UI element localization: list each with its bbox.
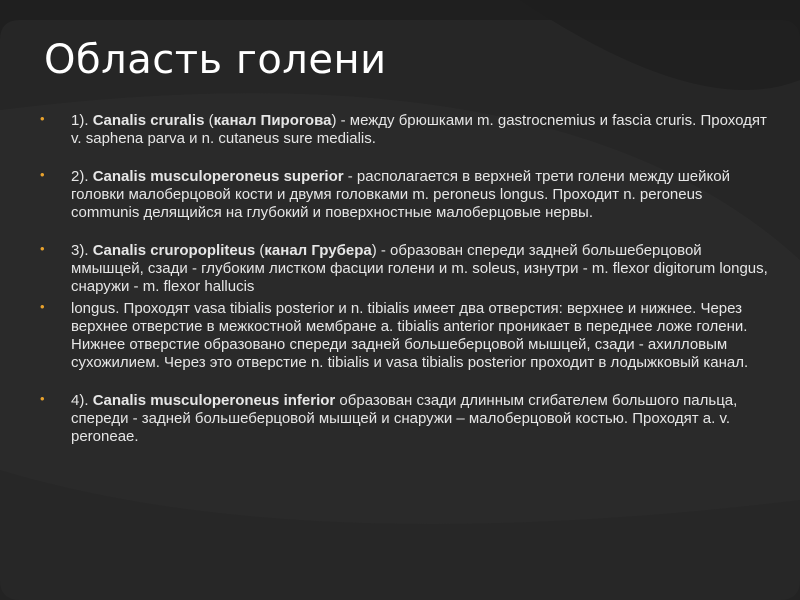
- bullet-body: ) - между брюшками m. gastrocnemius и fascia cruris. Проходят v. saphena parva и n. cutaneus sure medialis.: [71, 112, 767, 147]
- bullet-text: [71, 112, 767, 147]
- bullet-body: - располагается в верхней трети голени между шейкой головки малоберцовой кости и двумя головками m. peroneus longus. Проходит n. peroneus communis делящийся на глубокий и поверхностные малоберцовые нервы.: [71, 168, 730, 221]
- bullet-list: [40, 112, 768, 466]
- bullet-item-4: [40, 300, 768, 372]
- bullet-text: longus. Проходят vasa tibialis posterior и n. tibialis имеет два отверстия: верхнее и нижнее. Через верхнее отверстие в межкостной мембране a. tibialis anterior проникает в переднее ложе голени. Нижнее отверстие образовано спереди задней большеберцовой мышцей, сзади - ахилловым сухожилием. Через это отверстие n. tibialis и vasa tibialis posterior проходит в лодыжковый канал.: [71, 300, 749, 371]
- bullet-body: ) - образован спереди задней большеберцовой ммышцей, сзади - глубоким листком фасции голени и m. soleus, изнутри - m. flexor digitorum longus, снаружи - m. flexor hallucis: [71, 242, 768, 295]
- bullet-icon: •: [40, 241, 45, 256]
- bullet-term: Canalis cruralis: [92, 112, 205, 129]
- bullet-item-2: [40, 168, 768, 222]
- bullet-eponym: канал Грубера: [264, 242, 372, 259]
- bullet-icon: •: [40, 167, 45, 182]
- bullet-lead: 3).: [71, 242, 93, 259]
- bullet-item-1: [40, 112, 768, 148]
- bullet-text: [71, 392, 737, 445]
- bullet-text: [71, 242, 768, 295]
- bullet-paren: (: [204, 112, 214, 129]
- bullet-item-3: [40, 242, 768, 296]
- bullet-icon: •: [40, 391, 45, 406]
- bullet-lead: 2).: [71, 168, 93, 185]
- bullet-item-5: [40, 392, 768, 446]
- bullet-body: образован сзади длинным сгибателем большого пальца, спереди - задней большеберцовой мышцей и снаружи – малоберцовой костью. Проходят a. v. peroneae.: [71, 392, 738, 445]
- bullet-term: Canalis musculoperoneus superior: [92, 168, 344, 185]
- bullet-lead: 4).: [71, 392, 93, 409]
- bullet-eponym: канал Пирогова: [213, 112, 332, 129]
- bullet-lead: 1).: [71, 112, 93, 129]
- bullet-term: Canalis cruropopliteus: [92, 242, 256, 259]
- bullet-text: [71, 168, 730, 221]
- bullet-term: Canalis musculoperoneus inferior: [92, 392, 336, 409]
- bullet-icon: •: [40, 111, 45, 126]
- bullet-icon: •: [40, 299, 45, 314]
- slide-title: Область голени: [44, 37, 387, 83]
- bullet-paren: (: [255, 242, 265, 259]
